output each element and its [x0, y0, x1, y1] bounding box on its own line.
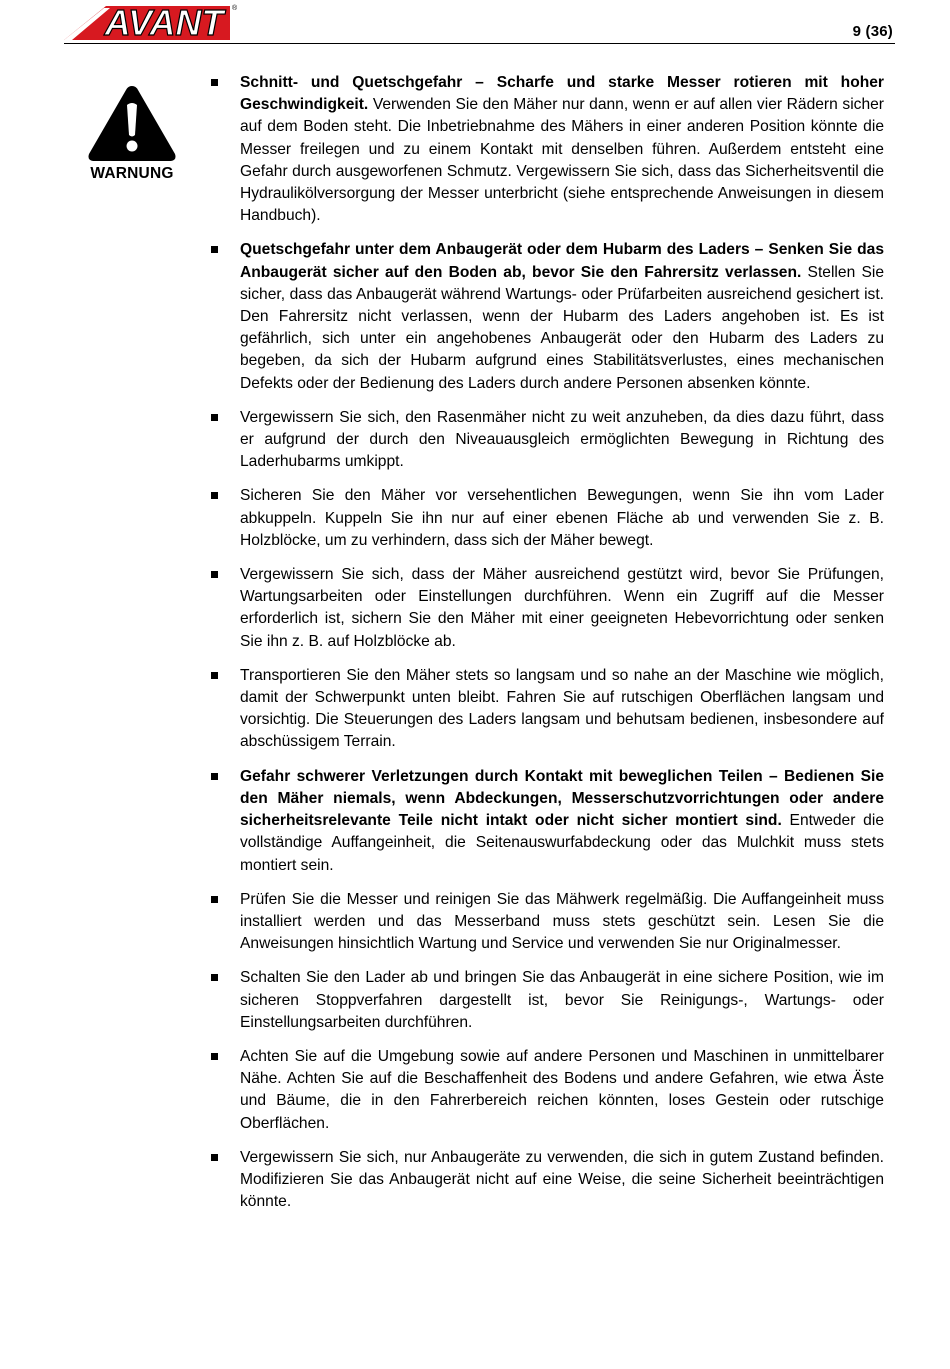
- list-item-text: [240, 766, 884, 877]
- list-item-body: Entweder die vollständige Auffangeinheit, die Seitenauswurfabdeckung oder das Mulchkit muss stets montiert sein.: [240, 812, 884, 874]
- bullet-icon: [211, 1053, 218, 1060]
- bullet-icon: [211, 896, 218, 903]
- header-rule: [64, 43, 895, 44]
- list-item: [208, 1046, 884, 1135]
- list-item-text: [240, 1147, 884, 1214]
- list-item-body: Vergewissern Sie sich, den Rasenmäher nicht zu weit anzuheben, da dies dazu führt, dass er aufgrund der durch den Niveauausgleich ermöglichten Bewegung in Richtung des Laderhubarms umkippt.: [240, 408, 884, 471]
- list-item-bold: Schnitt- und Quetschgefahr – Scharfe und starke Messer rotieren mit hoher Geschwindigkeit.: [240, 74, 884, 114]
- bullet-icon: [211, 571, 218, 578]
- list-item-bold: Quetschgefahr unter dem Anbaugerät oder dem Hubarm des Laders – Senken Sie das Anbaugerät sicher auf den Boden ab, bevor Sie den Fahrersitz verlassen.: [240, 241, 884, 281]
- list-item: [208, 72, 884, 227]
- list-item-text: [240, 485, 884, 552]
- list-item-text: [240, 564, 884, 653]
- bullet-icon: [211, 492, 218, 499]
- list-item: [208, 889, 884, 956]
- list-item-body: Vergewissern Sie sich, nur Anbaugeräte zu verwenden, die sich in gutem Zustand befinden. Modifizieren Sie das Anbaugerät nicht auf eine Weise, die seine Sicherheit beeinträchtigen könnte.: [240, 1148, 884, 1211]
- bullet-icon: [211, 414, 218, 421]
- list-item: [208, 1147, 884, 1214]
- list-item-text: [240, 407, 884, 474]
- avant-logo: [64, 0, 236, 42]
- safety-list: [208, 72, 884, 1225]
- list-item-body: Verwenden Sie den Mäher nur dann, wenn er auf allen vier Rädern sicher auf dem Boden steht. Die Inbetriebnahme des Mähers in einer anderen Position könnte die Messer freilegen und zu einem Kontakt mit denselben führen. Außerdem entsteht eine Gefahr durch ausgeworfenen Schmutz. Vergewissern Sie sich, dass das Sicherheitsventil die Hydraulikölversorgung der Messer unterbricht (siehe entsprechende Anweisungen in diesem Handbuch).: [240, 96, 884, 225]
- list-item-body: Vergewissern Sie sich, dass der Mäher ausreichend gestützt wird, bevor Sie Prüfungen, Wartungsarbeiten oder Einstellungen durchführen. Wenn ein Zugriff auf die Messer erforderlich ist, sichern Sie den Mäher mit einer geeigneten Hebevorrichtung oder senken Sie ihn z. B. auf Holzblöcke ab.: [240, 566, 884, 650]
- bullet-icon: [211, 672, 218, 679]
- list-item-text: [240, 889, 884, 956]
- list-item: [208, 766, 884, 877]
- list-item: [208, 239, 884, 394]
- list-item-body: Prüfen Sie die Messer und reinigen Sie das Mähwerk regelmäßig. Die Auffangeinheit muss installiert werden und das Messerband muss stets geschützt sein. Lesen Sie die Anweisungen hinsichtlich Wartung und Service und verwenden Sie nur Originalmesser.: [240, 890, 884, 953]
- warning-sign: [82, 83, 182, 183]
- list-item: [208, 665, 884, 754]
- page-number: 9 (36): [852, 23, 893, 40]
- list-item-bold: Gefahr schwerer Verletzungen durch Kontakt mit beweglichen Teilen – Bedienen Sie den Mäher niemals, wenn Abdeckungen, Messerschutzvorrichtungen oder andere sicherheitsrelevante Teile nicht intakt oder nicht sicher montiert sind.: [240, 767, 884, 830]
- page-header: [0, 0, 950, 50]
- list-item-text: [240, 72, 884, 227]
- list-item-body: Schalten Sie den Lader ab und bringen Sie das Anbaugerät in eine sichere Position, wie im sicheren Stoppverfahren dargestellt ist, bevor Sie Reinigungs-, Wartungs- oder Einstellungsarbeiten durchführen.: [240, 969, 884, 1031]
- warning-triangle-icon: [86, 83, 178, 163]
- list-item-text: [240, 239, 884, 394]
- bullet-icon: [211, 1154, 218, 1161]
- list-item-body: Stellen Sie sicher, dass das Anbaugerät während Wartungs- oder Prüfarbeiten ausreichend gesichert ist. Den Fahrersitz nicht verlassen, wenn der Hubarm des Laders angehoben ist. Es ist gefährlich, sich unter ein angehobenes Anbaugerät oder den Hubarm des Laders zu begeben, da sich der Hubarm aufgrund eines Stabilitätsverlustes, eines mechanischen Defekts oder der Bedienung des Laders durch andere Personen absenken könnte.: [240, 263, 884, 392]
- warning-label: WARNUNG: [90, 165, 174, 182]
- logo-text: AVANT: [104, 2, 224, 43]
- list-item-text: [240, 1046, 884, 1135]
- list-item-body: Achten Sie auf die Umgebung sowie auf andere Personen und Maschinen in unmittelbarer Nähe. Achten Sie auf die Beschaffenheit des Bodens und andere Gefahren, wie etwa Äste und Bäume, die in den Fahrerbereich reichen könnten, loses Gestein oder rutschige Oberflächen.: [240, 1047, 884, 1132]
- list-item: [208, 564, 884, 653]
- list-item-text: [240, 665, 884, 754]
- list-item-text: [240, 967, 884, 1034]
- bullet-icon: [211, 246, 218, 253]
- list-item: [208, 485, 884, 552]
- svg-text:®: ®: [232, 5, 238, 12]
- list-item-body: Transportieren Sie den Mäher stets so langsam und so nahe an der Maschine wie möglich, damit der Schwerpunkt unten bleibt. Fahren Sie auf rutschigen Oberflächen langsam und vorsichtig. Die Steuerungen des Laders langsam und behutsam bedienen, insbesondere auf abschüssigem Terrain.: [240, 666, 884, 751]
- bullet-icon: [211, 79, 218, 86]
- list-item: [208, 967, 884, 1034]
- list-item-body: Sicheren Sie den Mäher vor versehentlichen Bewegungen, wenn Sie ihn vom Lader abkuppeln. Kuppeln Sie ihn nur auf einer ebenen Fläche ab und verwenden Sie z. B. Holzblöcke, um zu verhindern, dass sich der Mäher bewegt.: [240, 487, 884, 549]
- bullet-icon: [211, 773, 218, 780]
- bullet-icon: [211, 974, 218, 981]
- list-item: [208, 407, 884, 474]
